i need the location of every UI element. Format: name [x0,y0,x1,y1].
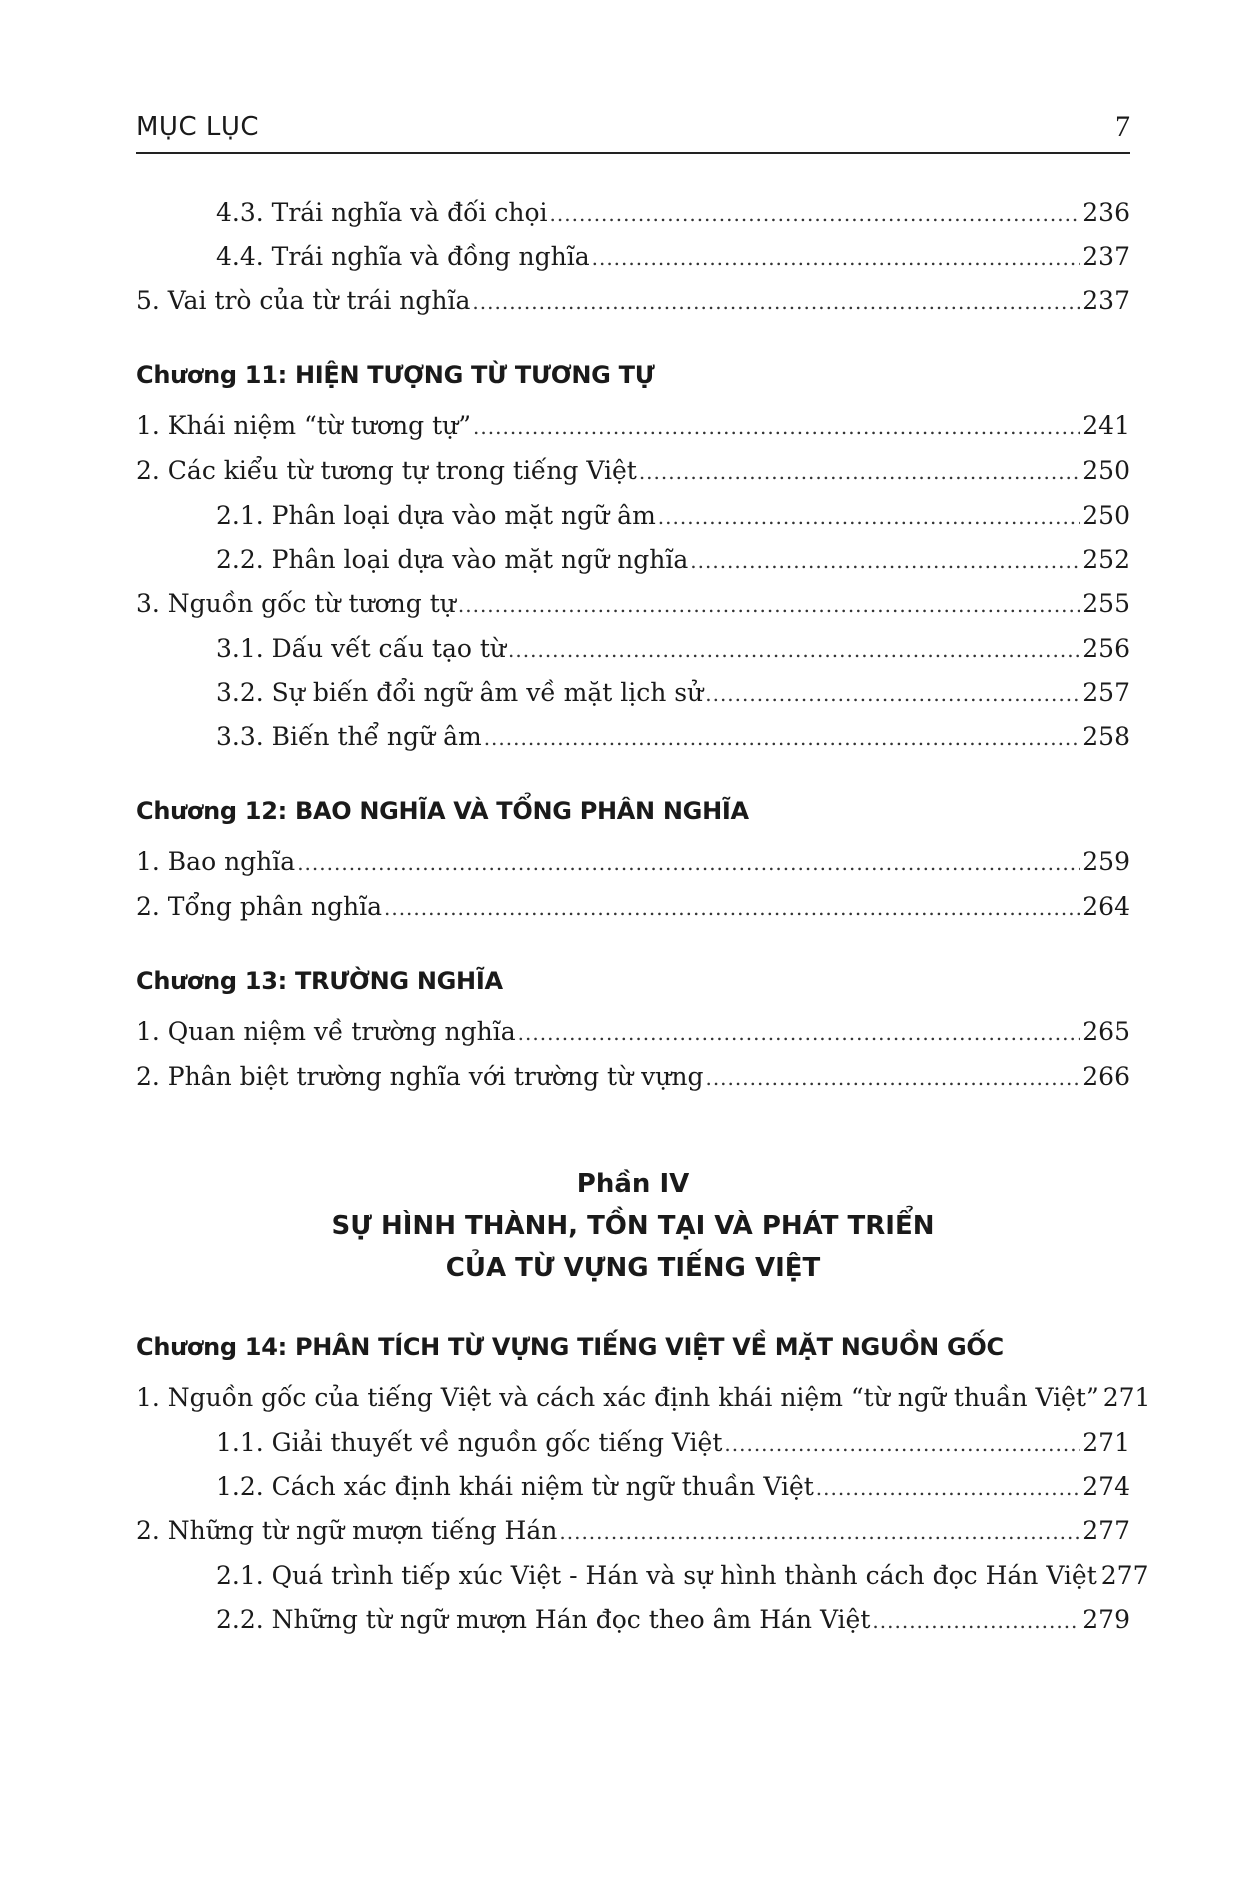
leader-dots [705,1063,1080,1093]
toc-entry [136,1062,1130,1093]
running-head [136,108,1130,154]
leader-dots [473,412,1080,442]
toc-entry-page: 255 [1082,589,1130,618]
toc-entry [136,892,1130,923]
toc-entry-text: 2. Các kiểu từ tương tự trong tiếng Việt [136,456,637,485]
leader-dots [550,199,1081,229]
toc-entry-text: 2. Phân biệt trường nghĩa với trường từ vựng [136,1062,704,1091]
toc-entry-text: 2.1. Quá trình tiếp xúc Việt - Hán và sự hình thành cách đọc Hán Việt [216,1561,1097,1590]
chapter-heading: Chương 12: BAO NGHĨA VÀ TỔNG PHÂN NGHĨA [136,797,749,825]
leader-dots [297,848,1080,878]
toc-entry [136,1516,1130,1547]
toc-entry-page: 258 [1082,722,1130,751]
toc-entry-text: 1.1. Giải thuyết về nguồn gốc tiếng Việt [216,1428,723,1457]
toc-entry-page: 252 [1082,545,1130,574]
leader-dots [724,1429,1080,1459]
toc-entry-text: 2.1. Phân loại dựa vào mặt ngữ âm [216,501,656,530]
toc-entry [136,198,1130,229]
toc-entry-page: 241 [1082,411,1130,440]
toc-entry-text: 4.4. Trái nghĩa và đồng nghĩa [216,242,590,271]
toc-entry [136,1017,1130,1048]
part-number: Phần IV [576,1169,690,1199]
toc-entry-text: 4.3. Trái nghĩa và đối chọi [216,198,548,227]
toc-entry-page: 277 [1082,1516,1130,1545]
toc-entry-page: 257 [1082,678,1130,707]
toc-entry-page: 265 [1082,1017,1130,1046]
toc-entry [136,847,1130,878]
toc-entry-page: 259 [1082,847,1130,876]
toc-entry [136,545,1130,576]
toc-entry [136,1561,1149,1592]
leader-dots [458,590,1080,620]
toc-entry-page: 274 [1082,1472,1130,1501]
toc-entry-page: 250 [1082,501,1130,530]
leader-dots [872,1606,1080,1636]
toc-entry [136,1605,1130,1636]
toc-entry-text: 1. Khái niệm “từ tương tự” [136,411,472,440]
toc-entry-page: 266 [1082,1062,1130,1091]
table-of-contents [136,198,1151,1649]
toc-entry-page: 237 [1082,242,1130,271]
toc-entry-page: 271 [1102,1383,1151,1412]
toc-entry-page: 250 [1082,456,1130,485]
leader-dots [816,1473,1080,1503]
leader-dots [658,502,1081,532]
running-head-title: MỤC LỤC [136,112,260,142]
chapter-heading: Chương 14: PHÂN TÍCH TỪ VỰNG TIẾNG VIỆT VỀ MẶT NGUỒN GỐC [136,1333,1004,1361]
toc-entry-text: 5. Vai trò của từ trái nghĩa [136,286,471,315]
toc-entry-page: 236 [1082,198,1130,227]
toc-entry-page: 264 [1082,892,1130,921]
leader-dots [484,723,1081,753]
toc-entry-text: 2. Những từ ngữ mượn tiếng Hán [136,1516,558,1545]
toc-entry-text: 2. Tổng phân nghĩa [136,892,382,921]
page-number: 7 [1115,110,1130,143]
toc-entry [136,1383,1151,1414]
toc-entry-page: 277 [1100,1561,1149,1590]
part-title-line: SỰ HÌNH THÀNH, TỒN TẠI VÀ PHÁT TRIỂN [331,1211,935,1241]
toc-entry-text: 3.2. Sự biến đổi ngữ âm về mặt lịch sử [216,678,704,707]
toc-entry-text: 1.2. Cách xác định khái niệm từ ngữ thuần Việt [216,1472,814,1501]
toc-entry-page: 256 [1082,634,1130,663]
leader-dots [384,893,1080,923]
toc-entry [136,1428,1130,1459]
toc-entry-page: 237 [1082,286,1130,315]
toc-entry [136,589,1130,620]
toc-entry-text: 3. Nguồn gốc từ tương tự [136,589,456,618]
toc-entry [136,456,1130,487]
toc-entry [136,286,1130,317]
toc-entry-text: 1. Quan niệm về trường nghĩa [136,1017,516,1046]
chapter-heading: Chương 13: TRƯỜNG NGHĨA [136,967,503,995]
toc-entry [136,501,1130,532]
toc-entry-text: 2.2. Phân loại dựa vào mặt ngữ nghĩa [216,545,689,574]
toc-entry [136,634,1130,665]
toc-entry [136,1472,1130,1503]
toc-entry-text: 3.1. Dấu vết cấu tạo từ [216,634,507,663]
part-heading [136,1163,1130,1289]
toc-entry-text: 3.3. Biến thể ngữ âm [216,722,482,751]
leader-dots [472,287,1080,317]
toc-entry [136,411,1130,442]
leader-dots [559,1517,1080,1547]
toc-entry [136,722,1130,753]
leader-dots [592,243,1081,273]
toc-entry-text: 2.2. Những từ ngữ mượn Hán đọc theo âm Hán Việt [216,1605,871,1634]
toc-entry-text: 1. Nguồn gốc của tiếng Việt và cách xác định khái niệm “từ ngữ thuần Việt” [136,1383,1099,1412]
toc-entry-text: 1. Bao nghĩa [136,847,296,876]
part-title-line: CỦA TỪ VỰNG TIẾNG VIỆT [445,1253,821,1283]
toc-entry [136,242,1130,273]
leader-dots [705,679,1080,709]
chapter-heading: Chương 11: HIỆN TƯỢNG TỪ TƯƠNG TỰ [136,361,655,389]
leader-dots [518,1018,1081,1048]
leader-dots [690,546,1080,576]
toc-entry-page: 271 [1082,1428,1130,1457]
toc-entry-page: 279 [1082,1605,1130,1634]
leader-dots [508,635,1080,665]
leader-dots [639,457,1080,487]
toc-entry [136,678,1130,709]
